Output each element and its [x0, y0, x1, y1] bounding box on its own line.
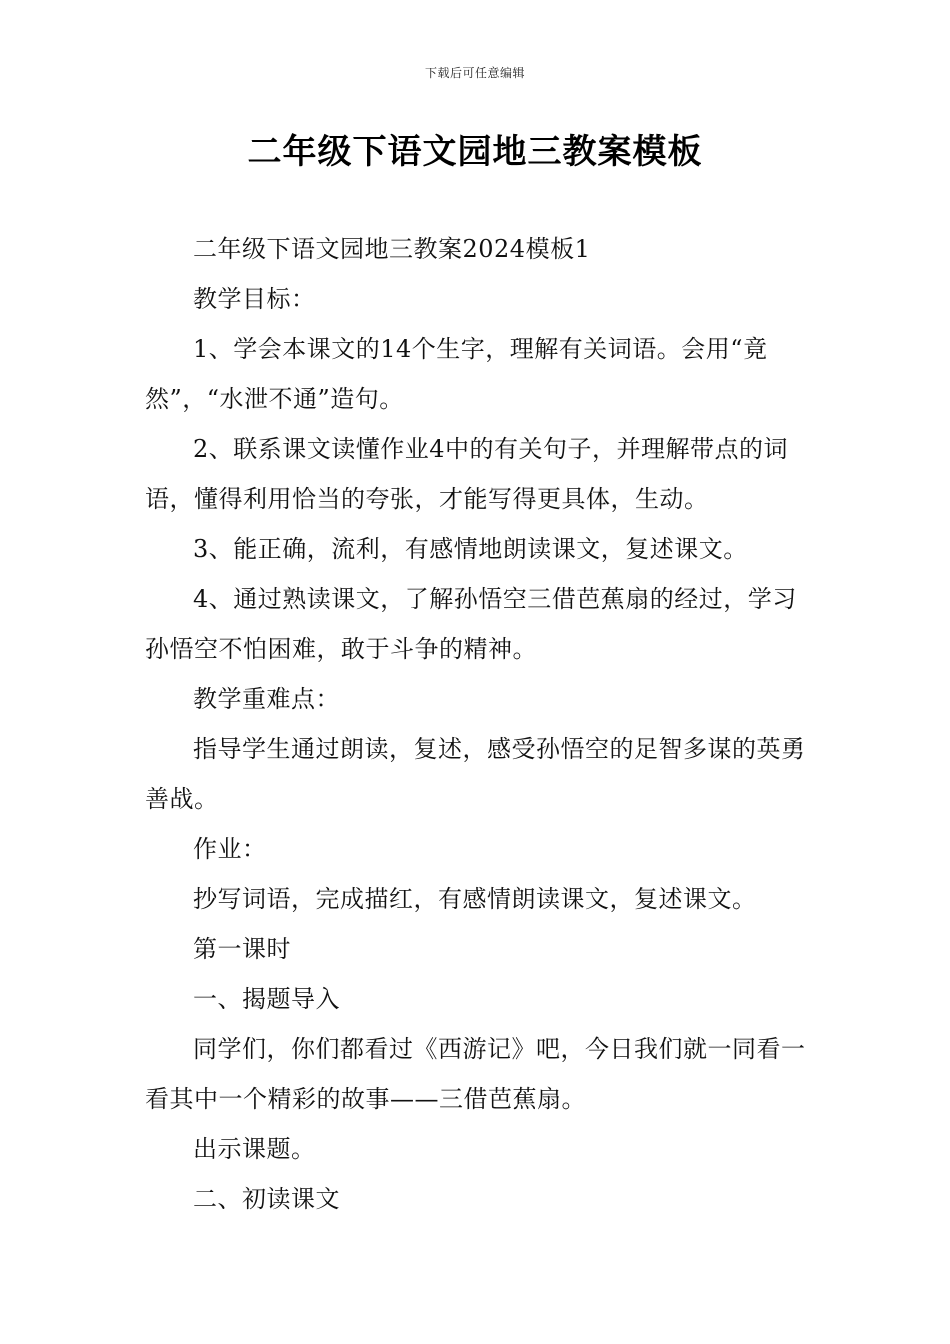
document-body	[145, 224, 807, 1224]
document-title: 二年级下语文园地三教案模板	[247, 132, 703, 172]
paragraph: 第一课时	[193, 935, 291, 963]
paragraph: 抄写词语，完成描红，有感情朗读课文，复述课文。	[193, 885, 757, 913]
paragraph: 一、揭题导入	[193, 985, 340, 1013]
header-note: 下载后可任意编辑	[424, 66, 525, 80]
paragraph: 出示课题。	[193, 1135, 316, 1163]
paragraph: 二、初读课文	[193, 1185, 340, 1213]
paragraph: 4、通过熟读课文，了解孙悟空三借芭蕉扇的经过，学习孙悟空不怕困难，敢于斗争的精神。	[145, 585, 797, 663]
paragraph: 1、学会本课文的14个生字，理解有关词语。会用“竟然”，“水泄不通”造句。	[145, 335, 768, 413]
paragraph: 3、能正确，流利，有感情地朗读课文，复述课文。	[193, 535, 748, 563]
paragraph: 二年级下语文园地三教案2024模板1	[193, 235, 591, 263]
paragraph: 同学们，你们都看过《西游记》吧，今日我们就一同看一看其中一个精彩的故事——三借芭蕉扇。	[145, 1035, 806, 1113]
paragraph: 2、联系课文读懂作业4中的有关句子，并理解带点的词语，懂得利用恰当的夸张，才能写得更具体，生动。	[145, 435, 789, 513]
paragraph: 作业：	[193, 835, 267, 863]
paragraph: 教学重难点：	[193, 685, 340, 713]
paragraph: 教学目标：	[193, 285, 316, 313]
paragraph: 指导学生通过朗读，复述，感受孙悟空的足智多谋的英勇善战。	[145, 735, 806, 813]
